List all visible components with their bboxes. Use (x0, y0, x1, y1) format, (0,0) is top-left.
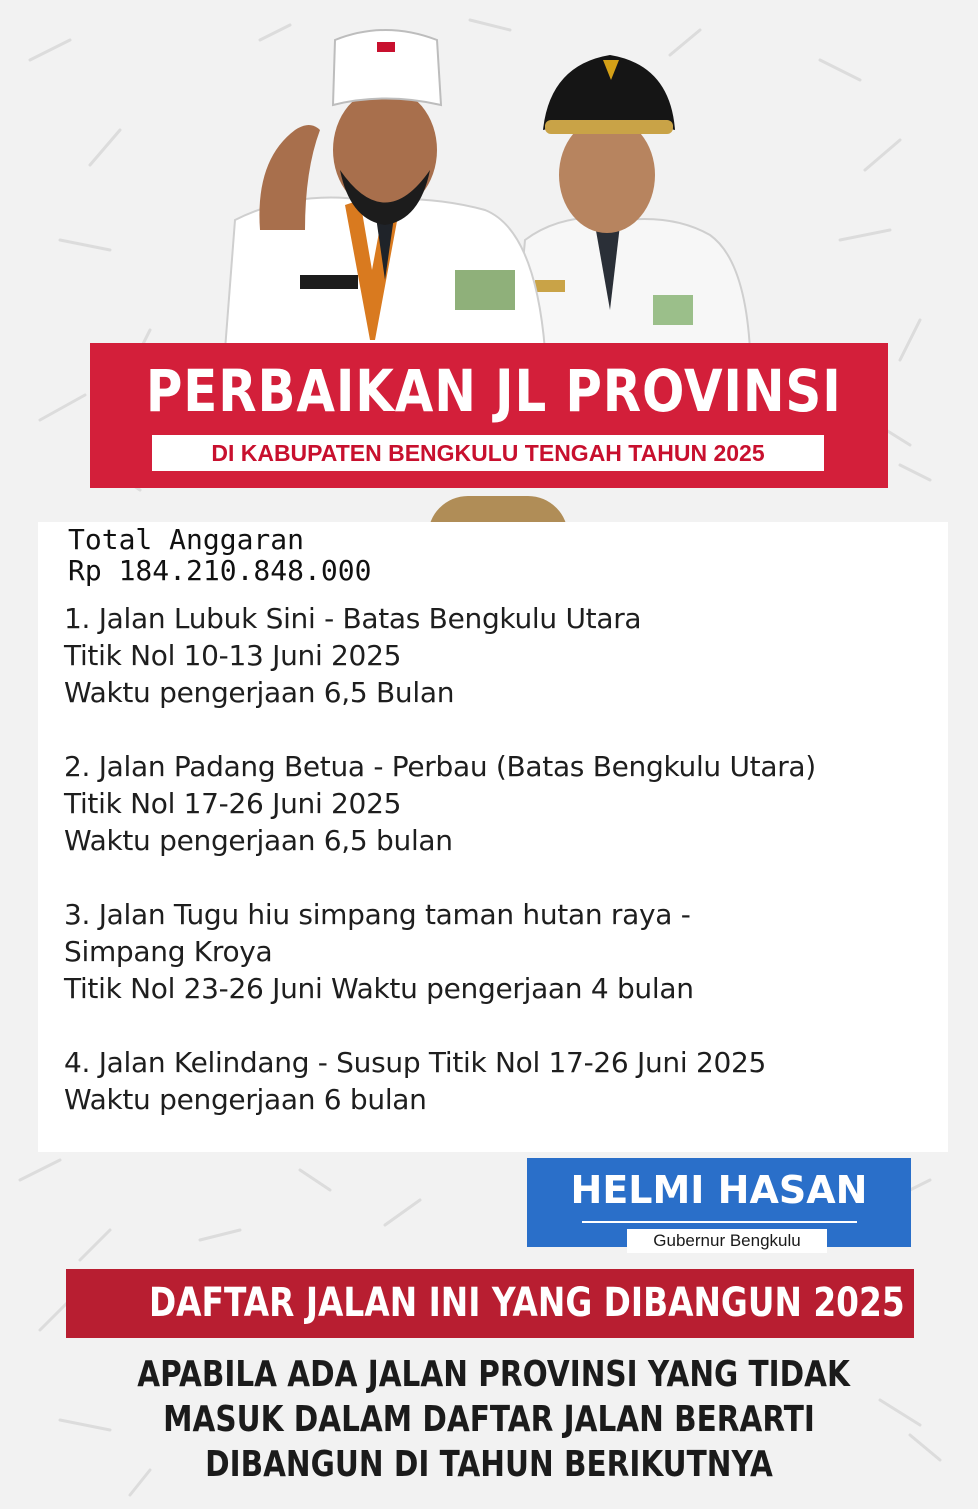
list-banner-text: DAFTAR JALAN INI YANG DIBANGUN 2025 (148, 1280, 905, 1326)
list-item (64, 748, 816, 859)
road-name: 3. Jalan Tugu hiu simpang taman hutan raya - (64, 898, 691, 931)
road-start: Titik Nol 10-13 Juni 2025 (64, 639, 402, 672)
governor-logo (527, 1158, 911, 1250)
footer-line: MASUK DALAM DAFTAR JALAN BERARTI (163, 1399, 815, 1440)
page-title: PERBAIKAN JL PROVINSI (145, 357, 842, 425)
list-item (64, 896, 816, 1007)
road-list (64, 600, 816, 1155)
logo-divider (582, 1221, 857, 1223)
road-name: 2. Jalan Padang Betua - Perbau (Batas Bengkulu Utara) (64, 750, 816, 783)
footer-line: APABILA ADA JALAN PROVINSI YANG TIDAK (137, 1354, 850, 1395)
list-item (64, 600, 816, 711)
budget-label: Total Anggaran (68, 523, 305, 556)
road-duration: Waktu pengerjaan 6,5 Bulan (64, 676, 455, 709)
road-duration: Waktu pengerjaan 6 bulan (64, 1083, 427, 1116)
title-banner (90, 343, 888, 488)
budget-block (68, 524, 371, 586)
logo-role-box (627, 1229, 827, 1253)
list-item (64, 1044, 816, 1118)
road-name: 1. Jalan Lubuk Sini - Batas Bengkulu Utara (64, 602, 642, 635)
road-start-duration: Titik Nol 23-26 Juni Waktu pengerjaan 4 bulan (64, 972, 694, 1005)
footer-note (60, 1352, 918, 1487)
logo-name: HELMI HASAN (570, 1168, 868, 1212)
left-official-figure (225, 30, 545, 350)
road-name-cont: Simpang Kroya (64, 935, 273, 968)
right-official-figure (515, 55, 750, 350)
subtitle-box (152, 435, 824, 471)
road-name-start: 4. Jalan Kelindang - Susup Titik Nol 17-26 Juni 2025 (64, 1046, 766, 1079)
officials-portrait (205, 20, 765, 350)
footer-line: DIBANGUN DI TAHUN BERIKUTNYA (205, 1444, 773, 1485)
road-duration: Waktu pengerjaan 6,5 bulan (64, 824, 453, 857)
road-start: Titik Nol 17-26 Juni 2025 (64, 787, 402, 820)
budget-amount: Rp 184.210.848.000 (68, 554, 372, 587)
list-banner (66, 1269, 914, 1338)
page-subtitle: DI KABUPATEN BENGKULU TENGAH TAHUN 2025 (211, 440, 765, 466)
logo-role: Gubernur Bengkulu (653, 1231, 801, 1250)
